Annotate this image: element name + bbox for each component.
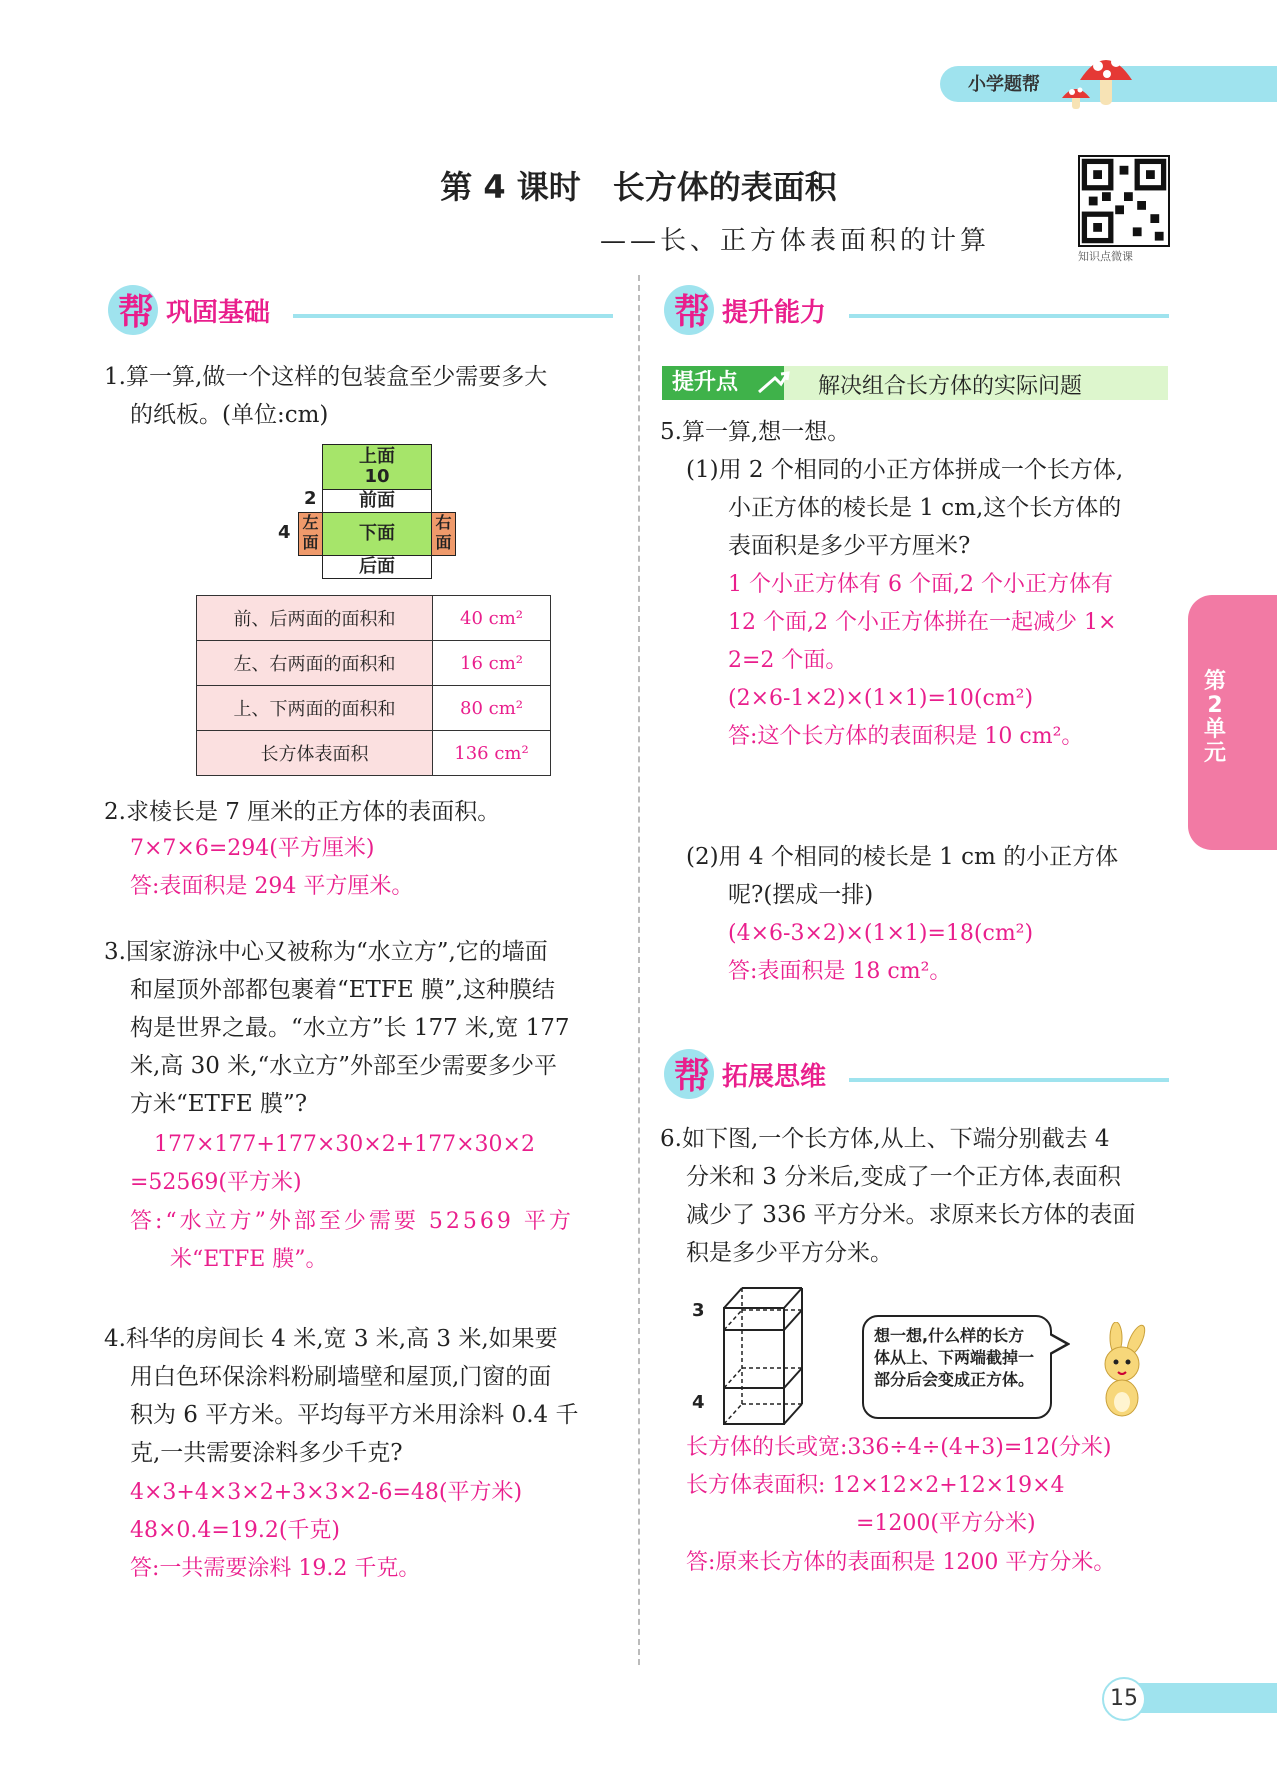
q6-answer-3: =1200(平方分米) xyxy=(856,1511,1036,1536)
q4-answer-1: 4×3+4×3×2+3×3×2-6=48(平方米) xyxy=(130,1480,523,1505)
tisheng-tag: 提升点 xyxy=(662,366,784,400)
q4-line3: 积为 6 平方米。平均每平方米用涂料 0.4 千 xyxy=(130,1402,579,1428)
q6-answer-2: 长方体表面积: 12×12×2+12×19×4 xyxy=(686,1473,1065,1498)
q6-line1: 6.如下图,一个长方体,从上、下端分别截去 4 xyxy=(660,1126,1110,1152)
net-bottom-face: 下面 xyxy=(322,512,432,556)
q5-p1-answer-5: 答:这个长方体的表面积是 10 cm²。 xyxy=(728,724,1084,749)
table-key: 上、下两面的面积和 xyxy=(197,686,433,731)
table-row xyxy=(197,596,551,641)
box-net-diagram xyxy=(270,440,470,590)
q3-line2: 和屋顶外部都包裹着“ETFE 膜”,这种膜结 xyxy=(130,977,556,1003)
q5-head: 5.算一算,想一想。 xyxy=(660,419,851,445)
net-top-num: 10 xyxy=(364,466,390,487)
mushroom-icon xyxy=(1060,40,1140,112)
q3-answer-3: 答:“水立方”外部至少需要 52569 平方 xyxy=(130,1209,574,1234)
q3-answer-2: =52569(平方米) xyxy=(130,1170,302,1195)
q3-line3: 构是世界之最。“水立方”长 177 米,宽 177 xyxy=(130,1015,570,1041)
table-key: 前、后两面的面积和 xyxy=(197,596,433,641)
qr-caption: 知识点微课 xyxy=(1078,250,1133,263)
net-back-face: 后面 xyxy=(322,555,432,579)
section-bang-label: 帮 xyxy=(674,1056,711,1097)
table-key: 长方体表面积 xyxy=(197,731,433,776)
q2-answer-2: 答:表面积是 294 平方厘米。 xyxy=(130,874,414,899)
lesson-title: 第 4 课时 长方体的表面积 xyxy=(440,168,837,206)
net-top-face xyxy=(322,444,432,490)
net-front-face: 前面 xyxy=(322,489,432,513)
q4-answer-2: 48×0.4=19.2(千克) xyxy=(130,1518,340,1543)
qr-code-icon[interactable] xyxy=(1078,155,1170,247)
q5-p2-line2: 呢?(摆成一排) xyxy=(728,882,874,908)
table-row xyxy=(197,686,551,731)
lesson-subtitle: ——长、正方体表面积的计算 xyxy=(600,226,991,256)
section-line xyxy=(849,1078,1169,1082)
q1-line1: 1.算一算,做一个这样的包装盒至少需要多大 xyxy=(104,364,548,390)
q5-p2-answer-2: 答:表面积是 18 cm²。 xyxy=(728,959,952,984)
section-improve-header xyxy=(664,282,1169,338)
cuboid-diagram xyxy=(690,1278,830,1430)
section-basic-header xyxy=(108,282,613,338)
section-line xyxy=(293,314,613,318)
q3-line5: 方米“ETFE 膜”? xyxy=(130,1091,308,1117)
q6-line3: 减少了 336 平方分米。求原来长方体的表面 xyxy=(686,1202,1136,1228)
section-expand-label: 拓展思维 xyxy=(722,1062,827,1092)
section-improve-label: 提升能力 xyxy=(722,298,827,328)
arrow-icon xyxy=(755,370,791,398)
q5-p1-line2: 小正方体的棱长是 1 cm,这个长方体的 xyxy=(728,495,1122,521)
rabbit-icon xyxy=(1082,1322,1162,1418)
q5-p2-answer-1: (4×6-3×2)×(1×1)=18(cm²) xyxy=(728,921,1034,946)
q5-p1-line3: 表面积是多少平方厘米? xyxy=(728,533,971,559)
area-table xyxy=(196,595,551,776)
q2-text: 2.求棱长是 7 厘米的正方体的表面积。 xyxy=(104,799,501,825)
net-right-face: 右面 xyxy=(431,512,456,556)
tisheng-text: 解决组合长方体的实际问题 xyxy=(818,374,1083,399)
q5-p1-line1: (1)用 2 个相同的小正方体拼成一个长方体, xyxy=(686,457,1124,483)
section-line xyxy=(849,314,1169,318)
q6-line2: 分米和 3 分米后,变成了一个正方体,表面积 xyxy=(686,1164,1121,1190)
table-value: 40 cm² xyxy=(433,596,551,641)
section-bang-label: 帮 xyxy=(674,292,711,333)
table-row xyxy=(197,641,551,686)
q5-p1-answer-4: (2×6-1×2)×(1×1)=10(cm²) xyxy=(728,686,1034,711)
q5-p1-answer-2: 12 个面,2 个小正方体拼在一起减少 1× xyxy=(728,610,1117,635)
q4-line4: 克,一共需要涂料多少千克? xyxy=(130,1440,403,1466)
hint-bubble: 想一想,什么样的长方体从上、下两端截掉一部分后会变成正方体。 xyxy=(862,1315,1052,1419)
brand-text: 小学题帮 xyxy=(968,74,1040,95)
q6-answer-1: 长方体的长或宽:336÷4÷(4+3)=12(分米) xyxy=(686,1435,1112,1460)
q5-p1-answer-1: 1 个小正方体有 6 个面,2 个小正方体有 xyxy=(728,572,1113,597)
fig-label-3: 3 xyxy=(692,1300,705,1321)
q4-answer-3: 答:一共需要涂料 19.2 千克。 xyxy=(130,1556,421,1581)
net-top-label: 上面 xyxy=(359,446,395,467)
q6-answer-4: 答:原来长方体的表面积是 1200 平方分米。 xyxy=(686,1550,1116,1575)
q3-answer-4: 米“ETFE 膜”。 xyxy=(170,1247,328,1272)
net-label-4: 4 xyxy=(278,522,291,543)
column-divider xyxy=(638,275,640,1665)
q3-line4: 米,高 30 米,“水立方”外部至少需要多少平 xyxy=(130,1053,558,1079)
net-label-2: 2 xyxy=(304,488,317,509)
table-value: 16 cm² xyxy=(433,641,551,686)
section-bang-label: 帮 xyxy=(118,292,155,333)
q5-p1-answer-3: 2=2 个面。 xyxy=(728,648,848,673)
section-expand-header xyxy=(664,1046,1169,1102)
section-basic-label: 巩固基础 xyxy=(166,298,271,328)
table-value: 136 cm² xyxy=(433,731,551,776)
q4-line2: 用白色环保涂料粉刷墙壁和屋顶,门窗的面 xyxy=(130,1364,552,1390)
fig-label-4: 4 xyxy=(692,1392,705,1413)
page-number: 15 xyxy=(1102,1677,1146,1721)
table-row xyxy=(197,731,551,776)
q4-line1: 4.科华的房间长 4 米,宽 3 米,高 3 米,如果要 xyxy=(104,1326,558,1352)
table-key: 左、右两面的面积和 xyxy=(197,641,433,686)
q2-answer-1: 7×7×6=294(平方厘米) xyxy=(130,836,375,861)
table-value: 80 cm² xyxy=(433,686,551,731)
q6-line4: 积是多少平方分米。 xyxy=(686,1240,893,1266)
bubble-tail xyxy=(1050,1330,1070,1360)
net-left-face: 左面 xyxy=(298,512,323,556)
q5-p2-line1: (2)用 4 个相同的棱长是 1 cm 的小正方体 xyxy=(686,844,1119,870)
unit-tab-label: 第2单元 xyxy=(1203,669,1226,766)
q3-answer-1: 177×177+177×30×2+177×30×2 xyxy=(154,1132,535,1157)
q3-line1: 3.国家游泳中心又被称为“水立方”,它的墙面 xyxy=(104,939,548,965)
q1-line2: 的纸板。(单位:cm) xyxy=(130,402,329,428)
